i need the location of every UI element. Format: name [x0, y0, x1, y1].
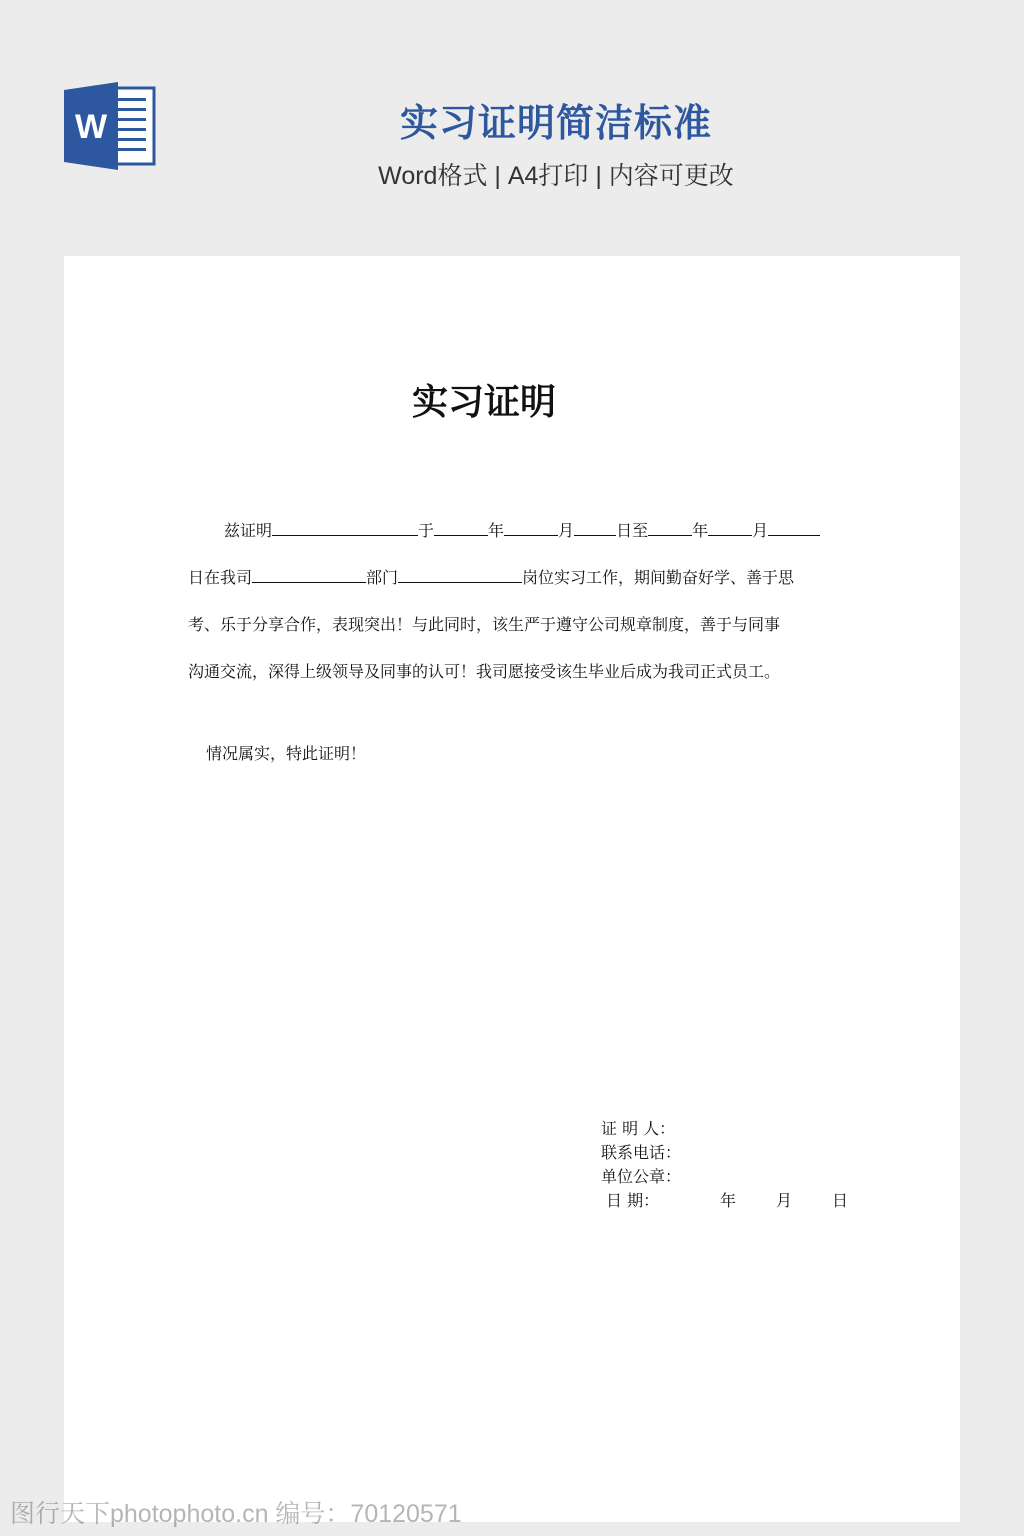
text-department: 部门 [366, 568, 399, 587]
closing-statement: 情况属实，特此证明！ [206, 744, 367, 763]
blank-end-month[interactable] [708, 521, 752, 536]
document-title: 实习证明 [411, 381, 556, 423]
date-label: 日 期： [606, 1191, 660, 1210]
signature-phone: 联系电话： [601, 1143, 682, 1162]
text-year-2: 年 [692, 521, 709, 540]
body-line-3: 考、乐于分享合作，表现突出！与此同时，该生严于遵守公司规章制度，善于与同事 [188, 615, 781, 634]
date-day: 日 [832, 1191, 849, 1210]
blank-department[interactable] [252, 568, 366, 583]
signature-seal: 单位公章： [601, 1167, 682, 1186]
text-position-desc: 岗位实习工作，期间勤奋好学、善于思 [522, 568, 795, 587]
text-month: 月 [558, 521, 575, 540]
word-document-icon [64, 82, 156, 170]
blank-start-month[interactable] [504, 521, 558, 536]
blank-start-day[interactable] [574, 521, 616, 536]
date-month: 月 [776, 1191, 793, 1210]
banner [0, 0, 1024, 255]
text-day-at-company: 日在我司 [188, 568, 253, 587]
body-line-1 [224, 518, 904, 541]
blank-name[interactable] [272, 521, 418, 536]
text-day-to: 日至 [616, 521, 649, 540]
word-icon-letter: W [74, 108, 108, 146]
blank-end-year[interactable] [648, 521, 692, 536]
text-month-2: 月 [752, 521, 769, 540]
body-line-4: 沟通交流，深得上级领导及同事的认可！我司愿接受该生毕业后成为我司正式员工。 [188, 662, 781, 681]
text-at: 于 [418, 521, 435, 540]
text-certify: 兹证明 [224, 521, 273, 540]
blank-end-day[interactable] [768, 521, 820, 536]
banner-subtitle: Word格式 | A4打印 | 内容可更改 [378, 162, 734, 190]
blank-position[interactable] [398, 568, 522, 583]
banner-title: 实习证明简洁标准 [399, 103, 712, 145]
document-page [64, 256, 960, 1522]
blank-start-year[interactable] [434, 521, 488, 536]
watermark: 图行天下photophoto.cn 编号：70120571 [10, 1500, 462, 1528]
signature-date [606, 1188, 848, 1211]
body-line-2 [188, 565, 868, 588]
date-year: 年 [720, 1191, 737, 1210]
signature-certifier: 证 明 人： [601, 1119, 676, 1138]
text-year: 年 [488, 521, 505, 540]
